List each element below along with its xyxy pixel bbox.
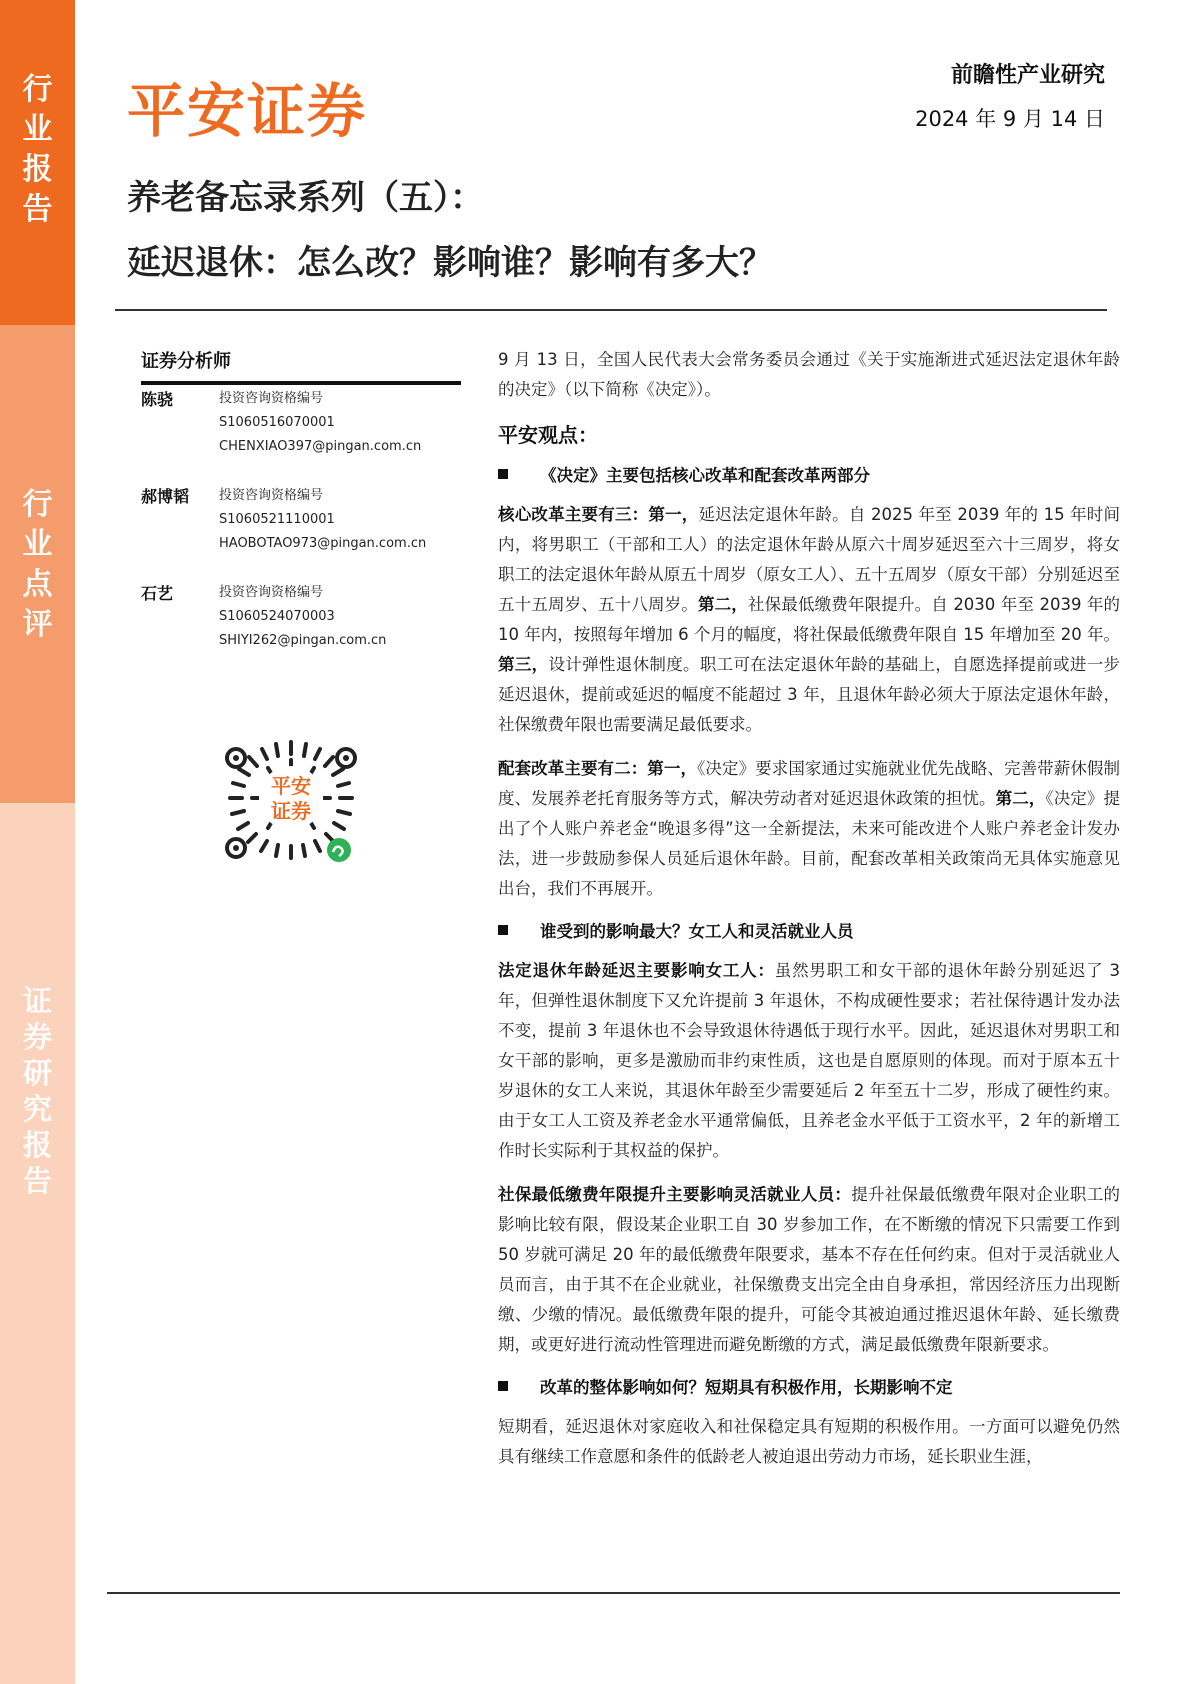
report-main-title: 延迟退休：怎么改？影响谁？影响有多大？ xyxy=(127,243,773,283)
paragraph-emphasis: 第二， xyxy=(697,595,748,614)
analyst-email[interactable]: CHENXIAO397@pingan.com.cn xyxy=(219,439,422,454)
bullet-text: 改革的整体影响如何？短期具有积极作用，长期影响不定 xyxy=(540,1378,953,1397)
mini-program-qr-icon[interactable] xyxy=(216,738,366,878)
body-paragraph xyxy=(498,1180,1120,1360)
analyst-name: 石艺 xyxy=(141,584,174,603)
sidebar-label: 行业报告 xyxy=(22,72,53,227)
analyst-heading: 证券分析师 xyxy=(141,347,461,385)
viewpoint-heading: 平安观点： xyxy=(498,423,598,447)
analyst-info xyxy=(219,581,386,653)
paragraph-lead: 配套改革主要有二：第一， xyxy=(498,759,698,778)
analyst-name: 陈骁 xyxy=(141,390,174,409)
bullet-text: 《决定》主要包括核心改革和配套改革两部分 xyxy=(540,466,870,485)
paragraph-lead: 核心改革主要有三：第一， xyxy=(498,505,699,524)
report-type: 前瞻性产业研究 xyxy=(950,63,1105,88)
qualification-label: 投资咨询资格编号 xyxy=(219,391,324,406)
svg-text:证券: 证券 xyxy=(271,799,311,823)
analyst-email[interactable]: SHIYI262@pingan.com.cn xyxy=(219,633,387,648)
section-bullet xyxy=(498,1374,1120,1398)
main-content xyxy=(498,345,1120,1472)
paragraph-emphasis: 第三， xyxy=(498,655,549,674)
sidebar-segment-industry-report xyxy=(0,0,75,325)
paragraph-text: 虽然男职工和女干部的退休年龄分别延迟了 3 年，但弹性退休制度下又允许提前 3 年退休，不构成硬性要求；若社保待遇计发办法不变，提前 3 年退休也不会导致退休待遇低于现行水平。因此，延迟退休对男职工和女干部的影响，更多是激励而非约束性质，这也是自愿原则的体现。而对于原本五十岁退休的女工人来说，其退休年龄至少需要延后 2 年至五十二岁，形成了硬性约束。由于女工人工资及养老金水平通常偏低，且养老金水平低于工资水平，2 年的新增工作时长实际利于其权益的保护。 xyxy=(498,961,1120,1160)
sidebar-label: 行业点评 xyxy=(22,487,53,642)
paragraph-text: 短期看，延迟退休对家庭收入和社保稳定具有短期的积极作用。一方面可以避免仍然具有继续工作意愿和条件的低龄老人被迫退出劳动力市场，延长职业生涯， xyxy=(498,1417,1120,1466)
analyst-info xyxy=(219,387,421,459)
company-logo: 平安证券 xyxy=(127,77,368,145)
body-paragraph xyxy=(498,500,1120,740)
analyst-email[interactable]: HAOBOTAO973@pingan.com.cn xyxy=(219,536,427,551)
body-paragraph xyxy=(498,754,1120,904)
report-series-title: 养老备忘录系列（五）： xyxy=(127,178,484,218)
bullet-square-icon xyxy=(498,925,508,935)
qualification-label: 投资咨询资格编号 xyxy=(219,585,324,600)
analyst-name: 郝博韬 xyxy=(141,487,190,506)
paragraph-emphasis: 第二， xyxy=(995,789,1046,808)
bullet-text: 谁受到的影响最大？女工人和灵活就业人员 xyxy=(540,922,854,941)
qualification-id: S1060516070001 xyxy=(219,415,335,430)
bullet-square-icon xyxy=(498,1381,508,1391)
paragraph-lead: 社保最低缴费年限提升主要影响灵活就业人员： xyxy=(498,1185,852,1204)
sidebar-segment-industry-comment xyxy=(0,325,75,803)
body-paragraph xyxy=(498,1412,1120,1472)
analyst-info xyxy=(219,484,426,556)
paragraph-text: 社保最低缴费年限提升。自 2030 年至 2039 年的 10 年内，按照每年增加 6 个月的幅度，将社保最低缴费年限自 15 年增加至 20 年。 xyxy=(498,595,1121,644)
footer-divider xyxy=(107,1592,1120,1594)
paragraph-lead: 法定退休年龄延迟主要影响女工人： xyxy=(498,961,775,980)
qualification-id: S1060521110001 xyxy=(219,512,335,527)
section-bullet xyxy=(498,462,1120,486)
paragraph-text: 延迟法定退休年龄。自 2025 年至 2039 年的 15 年时间内，将男职工（干部和工人）的法定退休年龄从原六十周岁延迟至六十三周岁，将女职工的法定退休年龄从原五十周岁（原女工人）、五十五周岁（原女干部）分别延迟至五十五周岁、五十八周岁。 xyxy=(498,505,1121,614)
paragraph-text: 设计弹性退休制度。职工可在法定退休年龄的基础上，自愿选择提前或进一步延迟退休，提前或延迟的幅度不能超过 3 年，且退休年龄必须大于原法定退休年龄，社保缴费年限也需要满足最低要求。 xyxy=(498,655,1121,734)
intro-paragraph: 9 月 13 日，全国人民代表大会常务委员会通过《关于实施渐进式延迟法定退休年龄的决定》（以下简称《决定》）。 xyxy=(498,350,1120,399)
header-divider xyxy=(115,309,1107,311)
report-date: 2024 年 9 月 14 日 xyxy=(915,107,1105,131)
body-paragraph xyxy=(498,956,1120,1166)
paragraph-text: 《决定》提出了个人账户养老金“晚退多得”这一全新提法，未来可能改进个人账户养老金计发办法，进一步鼓励参保人员延后退休年龄。目前，配套改革相关政策尚无具体实施意见出台，我们不再展开。 xyxy=(498,789,1121,898)
paragraph-text: 《决定》要求国家通过实施就业优先战略、完善带薪休假制度、发展养老托育服务等方式，解决劳动者对延迟退休政策的担忧。 xyxy=(498,759,1121,808)
paragraph-text: 提升社保最低缴费年限对企业职工的影响比较有限，假设某企业职工自 30 岁参加工作，在不断缴的情况下只需要工作到 50 岁就可满足 20 年的最低缴费年限要求，基本不存在任何约束。但对于灵活就业人员而言，由于其不在企业就业，社保缴费支出完全由自身承担，常因经济压力出现断缴、少缴的情况。最低缴费年限的提升，可能令其被迫通过推迟退休年龄、延长缴费期，或更好进行流动性管理进而避免断缴的方式，满足最低缴费年限新要求。 xyxy=(498,1185,1121,1354)
side-bar xyxy=(0,0,75,1684)
bullet-square-icon xyxy=(498,469,508,479)
sidebar-segment-securities-research xyxy=(0,803,75,1684)
section-bullet xyxy=(498,918,1120,942)
sidebar-label: 证券研究报告 xyxy=(22,984,52,1198)
svg-text:平安: 平安 xyxy=(271,774,311,798)
qualification-id: S1060524070003 xyxy=(219,609,335,624)
qualification-label: 投资咨询资格编号 xyxy=(219,488,324,503)
